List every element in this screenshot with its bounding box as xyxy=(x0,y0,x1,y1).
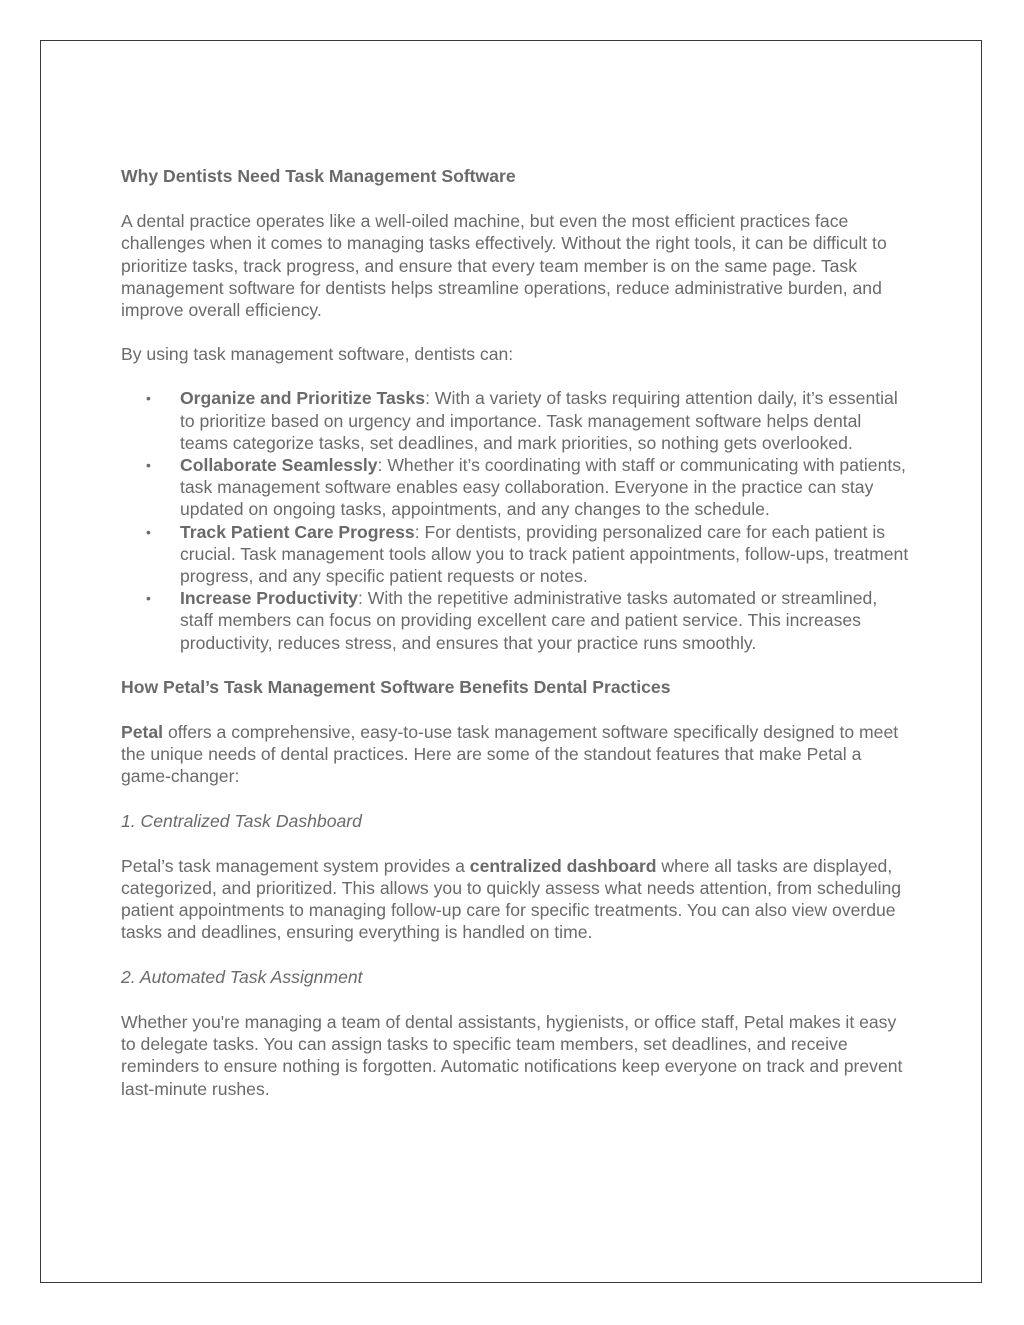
feature-paragraph-dashboard xyxy=(121,855,911,944)
list-item xyxy=(146,387,911,454)
list-item-text: : With a variety of tasks requiring attention daily, it’s essential to prioritize based on urgency and importance. Task management software helps dental teams categorize tasks, set deadlines, and mark priorities, so nothing gets overlooked. xyxy=(180,388,898,453)
benefits-list xyxy=(121,387,911,653)
list-item-text: : For dentists, providing personalized care for each patient is crucial. Task management tools allow you to track patient appointments, follow-ups, treatment progress, and any specific patient requests or notes. xyxy=(180,521,909,587)
petal-intro-paragraph xyxy=(121,721,911,788)
list-item-text: : With the repetitive administrative tasks automated or streamlined, staff members can focus on providing excellent care and patient service. This increases productivity, reduces stress, and ensures that your practice runs smoothly. xyxy=(180,588,878,653)
lead-paragraph: By using task management software, dentists can: xyxy=(121,344,514,365)
list-item xyxy=(146,454,911,521)
list-item-title: Increase Productivity xyxy=(180,588,358,609)
list-item-title: Organize and Prioritize Tasks xyxy=(180,388,426,409)
bullet-icon: • xyxy=(146,457,151,474)
petal-intro-text: offers a comprehensive, easy-to-use task management software specifically designed to meet the unique needs of dental practices. Here are some of the standout features that make Petal a game-changer: xyxy=(121,722,899,787)
document-body xyxy=(121,165,911,1122)
feature-text-after: where all tasks are displayed, categorized, and prioritized. This allows you to quickly assess what needs attention, from scheduling patient appointments to managing follow-up care for specific treatments. You can also view overdue tasks and deadlines, ensuring everything is handled on time. xyxy=(121,855,902,943)
list-item-title: Track Patient Care Progress xyxy=(180,521,415,542)
bullet-icon: • xyxy=(146,390,151,407)
petal-brand-name: Petal xyxy=(121,722,164,743)
feature-text-bold: centralized dashboard xyxy=(469,855,657,876)
intro-paragraph: A dental practice operates like a well-oiled machine, but even the most efficient practices face challenges when it comes to managing tasks effectively. Without the right tools, it can be difficult to prioritize tasks, track progress, and ensure that every team member is on the same page. Task management software for dentists helps streamline operations, reduce administrative burden, and improve overall efficiency. xyxy=(121,211,887,321)
list-item xyxy=(146,521,911,588)
feature-title-assignment: 2. Automated Task Assignment xyxy=(121,966,363,987)
feature-text-before: Petal’s task management system provides a xyxy=(121,855,470,876)
feature-title-dashboard: 1. Centralized Task Dashboard xyxy=(121,810,362,831)
section-heading-petal-benefits: How Petal’s Task Management Software Benefits Dental Practices xyxy=(121,676,671,697)
section-heading-why-dentists: Why Dentists Need Task Management Software xyxy=(121,166,516,186)
bullet-icon: • xyxy=(146,523,151,540)
list-item-title: Collaborate Seamlessly xyxy=(180,455,378,476)
list-item xyxy=(146,587,911,654)
bullet-icon: • xyxy=(146,590,151,607)
list-item-text: : Whether it’s coordinating with staff or communicating with patients, task management software enables easy collaboration. Everyone in the practice can stay updated on ongoing tasks, appointments, and any changes to the schedule. xyxy=(180,455,906,520)
feature-paragraph-assignment: Whether you're managing a team of dental assistants, hygienists, or office staff, Petal makes it easy to delegate tasks. You can assign tasks to specific team members, set deadlines, and receive reminders to ensure nothing is forgotten. Automatic notifications keep everyone on track and prevent last-minute rushes. xyxy=(121,1011,903,1099)
